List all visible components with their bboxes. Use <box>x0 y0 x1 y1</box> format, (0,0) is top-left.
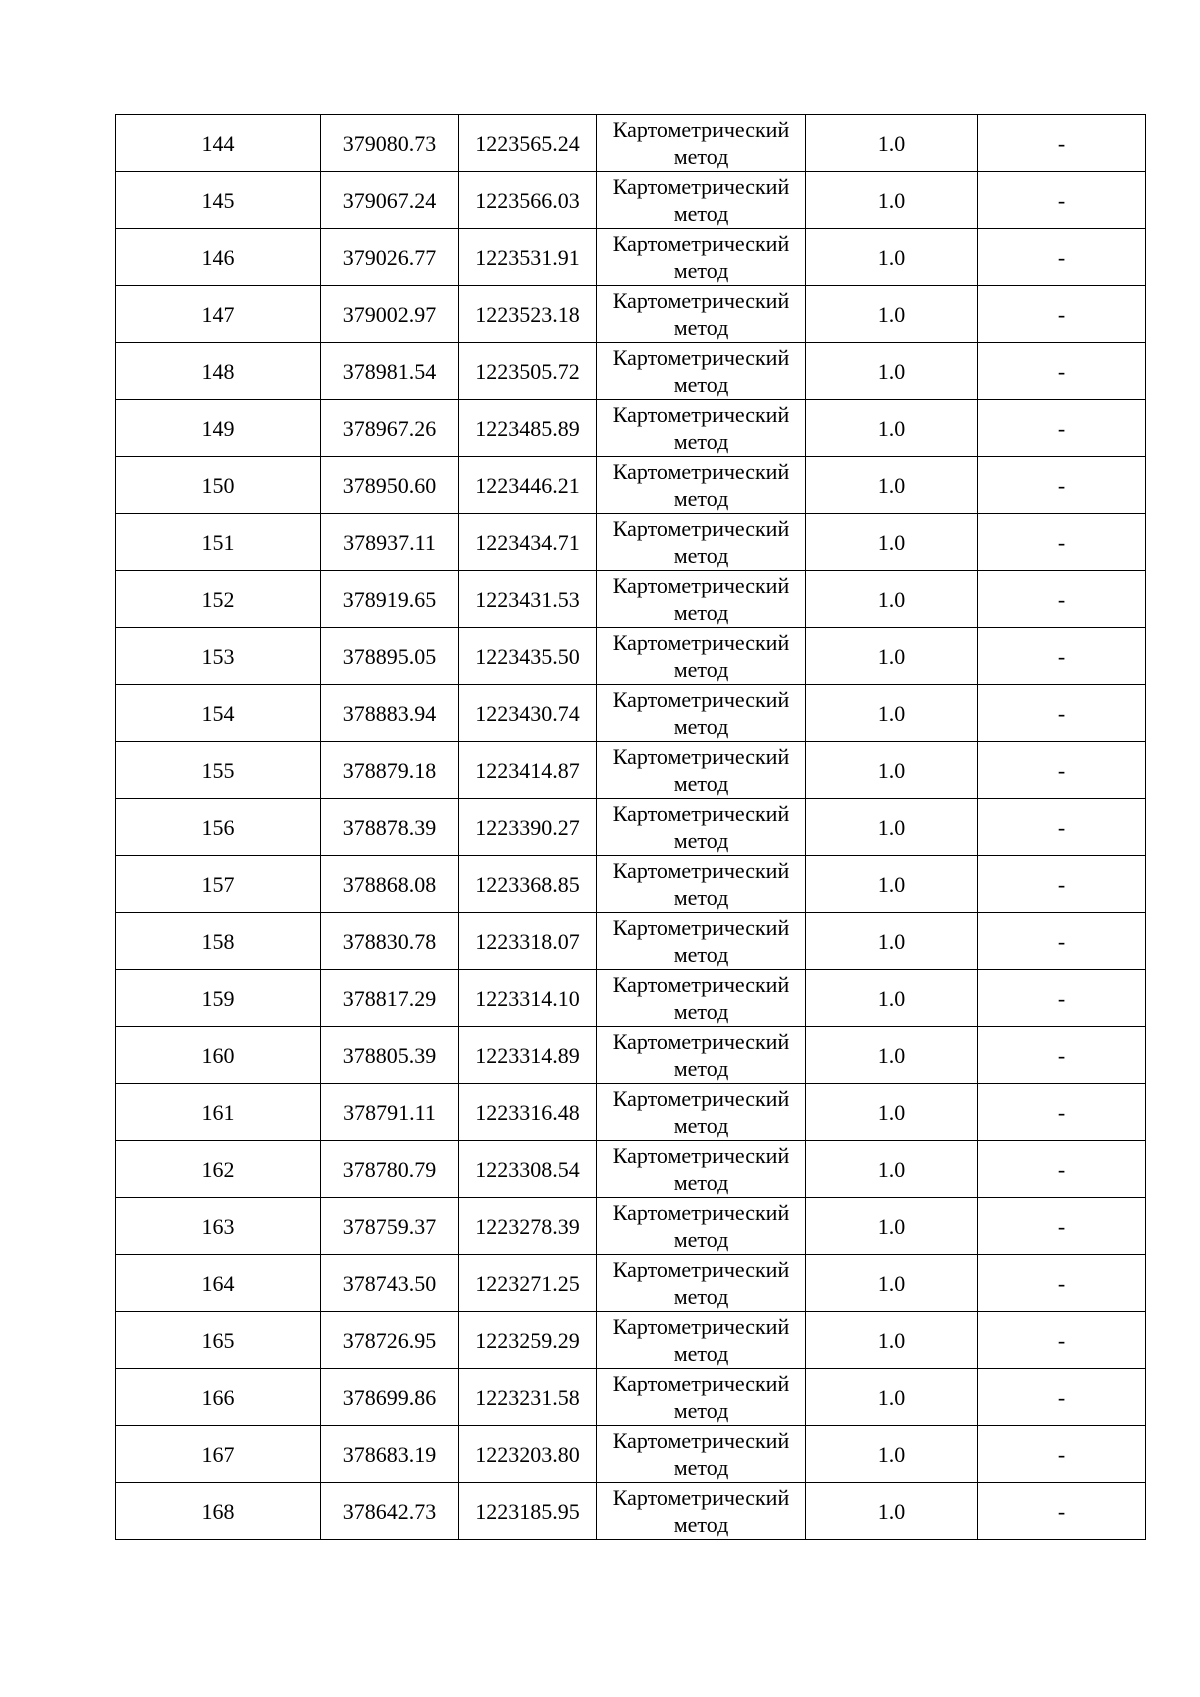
y-coordinate-cell: 1223203.80 <box>459 1426 597 1483</box>
x-coordinate-cell: 378868.08 <box>321 856 459 913</box>
accuracy-cell: 1.0 <box>806 514 978 571</box>
y-coordinate-cell: 1223314.89 <box>459 1027 597 1084</box>
description-cell: - <box>978 514 1146 571</box>
y-coordinate-cell: 1223431.53 <box>459 571 597 628</box>
method-cell <box>597 1084 806 1141</box>
y-coordinate-cell: 1223485.89 <box>459 400 597 457</box>
table-row <box>116 1084 1146 1141</box>
method-cell <box>597 913 806 970</box>
description-cell: - <box>978 115 1146 172</box>
description-cell: - <box>978 1027 1146 1084</box>
method-line-2: метод <box>673 885 729 910</box>
method-cell <box>597 1255 806 1312</box>
method-line-1: Картометрический <box>612 117 790 142</box>
point-number-cell: 155 <box>116 742 321 799</box>
accuracy-cell: 1.0 <box>806 115 978 172</box>
point-number-cell: 152 <box>116 571 321 628</box>
method-line-1: Картометрический <box>612 744 790 769</box>
y-coordinate-cell: 1223430.74 <box>459 685 597 742</box>
method-line-1: Картометрический <box>612 1029 790 1054</box>
table-row <box>116 514 1146 571</box>
point-number-cell: 162 <box>116 1141 321 1198</box>
point-number-cell: 160 <box>116 1027 321 1084</box>
description-cell: - <box>978 685 1146 742</box>
method-cell <box>597 742 806 799</box>
description-cell: - <box>978 799 1146 856</box>
method-line-2: метод <box>673 828 729 853</box>
description-cell: - <box>978 742 1146 799</box>
x-coordinate-cell: 378883.94 <box>321 685 459 742</box>
table-row <box>116 343 1146 400</box>
method-line-2: метод <box>673 201 729 226</box>
x-coordinate-cell: 378642.73 <box>321 1483 459 1540</box>
method-cell <box>597 172 806 229</box>
accuracy-cell: 1.0 <box>806 799 978 856</box>
point-number-cell: 146 <box>116 229 321 286</box>
x-coordinate-cell: 378950.60 <box>321 457 459 514</box>
x-coordinate-cell: 378780.79 <box>321 1141 459 1198</box>
x-coordinate-cell: 378791.11 <box>321 1084 459 1141</box>
method-line-2: метод <box>673 372 729 397</box>
x-coordinate-cell: 379080.73 <box>321 115 459 172</box>
description-cell: - <box>978 457 1146 514</box>
method-cell <box>597 799 806 856</box>
method-line-2: метод <box>673 315 729 340</box>
point-number-cell: 163 <box>116 1198 321 1255</box>
accuracy-cell: 1.0 <box>806 742 978 799</box>
point-number-cell: 153 <box>116 628 321 685</box>
table-row <box>116 1369 1146 1426</box>
description-cell: - <box>978 1141 1146 1198</box>
x-coordinate-cell: 378879.18 <box>321 742 459 799</box>
table-row <box>116 970 1146 1027</box>
point-number-cell: 158 <box>116 913 321 970</box>
x-coordinate-cell: 378895.05 <box>321 628 459 685</box>
point-number-cell: 161 <box>116 1084 321 1141</box>
x-coordinate-cell: 378699.86 <box>321 1369 459 1426</box>
description-cell: - <box>978 1198 1146 1255</box>
method-cell <box>597 514 806 571</box>
method-line-2: метод <box>673 429 729 454</box>
method-line-2: метод <box>673 486 729 511</box>
description-cell: - <box>978 1483 1146 1540</box>
accuracy-cell: 1.0 <box>806 1141 978 1198</box>
method-cell <box>597 1198 806 1255</box>
method-line-1: Картометрический <box>612 1485 790 1510</box>
y-coordinate-cell: 1223446.21 <box>459 457 597 514</box>
method-cell <box>597 571 806 628</box>
method-line-2: метод <box>673 1056 729 1081</box>
method-line-2: метод <box>673 1113 729 1138</box>
method-line-1: Картометрический <box>612 1428 790 1453</box>
accuracy-cell: 1.0 <box>806 1483 978 1540</box>
point-number-cell: 167 <box>116 1426 321 1483</box>
y-coordinate-cell: 1223565.24 <box>459 115 597 172</box>
description-cell: - <box>978 1084 1146 1141</box>
accuracy-cell: 1.0 <box>806 1312 978 1369</box>
accuracy-cell: 1.0 <box>806 1255 978 1312</box>
description-cell: - <box>978 970 1146 1027</box>
method-line-1: Картометрический <box>612 1200 790 1225</box>
method-line-1: Картометрический <box>612 174 790 199</box>
table-row <box>116 457 1146 514</box>
method-line-2: метод <box>673 1398 729 1423</box>
method-line-1: Картометрический <box>612 1314 790 1339</box>
description-cell: - <box>978 1312 1146 1369</box>
table-row <box>116 913 1146 970</box>
x-coordinate-cell: 378683.19 <box>321 1426 459 1483</box>
table-row <box>116 400 1146 457</box>
y-coordinate-cell: 1223259.29 <box>459 1312 597 1369</box>
description-cell: - <box>978 628 1146 685</box>
x-coordinate-cell: 378726.95 <box>321 1312 459 1369</box>
x-coordinate-cell: 378981.54 <box>321 343 459 400</box>
y-coordinate-cell: 1223278.39 <box>459 1198 597 1255</box>
point-number-cell: 157 <box>116 856 321 913</box>
description-cell: - <box>978 286 1146 343</box>
x-coordinate-cell: 379067.24 <box>321 172 459 229</box>
method-line-2: метод <box>673 1341 729 1366</box>
point-number-cell: 166 <box>116 1369 321 1426</box>
description-cell: - <box>978 1255 1146 1312</box>
method-cell <box>597 115 806 172</box>
accuracy-cell: 1.0 <box>806 457 978 514</box>
y-coordinate-cell: 1223435.50 <box>459 628 597 685</box>
method-line-2: метод <box>673 600 729 625</box>
method-cell <box>597 856 806 913</box>
description-cell: - <box>978 1369 1146 1426</box>
accuracy-cell: 1.0 <box>806 343 978 400</box>
x-coordinate-cell: 378817.29 <box>321 970 459 1027</box>
y-coordinate-cell: 1223523.18 <box>459 286 597 343</box>
table-row <box>116 1483 1146 1540</box>
description-cell: - <box>978 229 1146 286</box>
method-line-1: Картометрический <box>612 1257 790 1282</box>
point-number-cell: 147 <box>116 286 321 343</box>
y-coordinate-cell: 1223316.48 <box>459 1084 597 1141</box>
accuracy-cell: 1.0 <box>806 1084 978 1141</box>
accuracy-cell: 1.0 <box>806 913 978 970</box>
method-cell <box>597 1027 806 1084</box>
y-coordinate-cell: 1223314.10 <box>459 970 597 1027</box>
accuracy-cell: 1.0 <box>806 628 978 685</box>
method-line-1: Картометрический <box>612 1371 790 1396</box>
method-cell <box>597 1369 806 1426</box>
method-line-2: метод <box>673 771 729 796</box>
method-line-2: метод <box>673 714 729 739</box>
description-cell: - <box>978 913 1146 970</box>
accuracy-cell: 1.0 <box>806 400 978 457</box>
table-row <box>116 571 1146 628</box>
accuracy-cell: 1.0 <box>806 286 978 343</box>
method-line-1: Картометрический <box>612 1086 790 1111</box>
method-cell <box>597 685 806 742</box>
y-coordinate-cell: 1223308.54 <box>459 1141 597 1198</box>
point-number-cell: 145 <box>116 172 321 229</box>
method-line-2: метод <box>673 1227 729 1252</box>
description-cell: - <box>978 571 1146 628</box>
y-coordinate-cell: 1223318.07 <box>459 913 597 970</box>
coordinates-table <box>115 114 1146 1540</box>
method-line-1: Картометрический <box>612 402 790 427</box>
x-coordinate-cell: 378759.37 <box>321 1198 459 1255</box>
accuracy-cell: 1.0 <box>806 1369 978 1426</box>
accuracy-cell: 1.0 <box>806 172 978 229</box>
x-coordinate-cell: 378878.39 <box>321 799 459 856</box>
method-line-1: Картометрический <box>612 288 790 313</box>
x-coordinate-cell: 378967.26 <box>321 400 459 457</box>
method-line-2: метод <box>673 1284 729 1309</box>
y-coordinate-cell: 1223185.95 <box>459 1483 597 1540</box>
method-line-2: метод <box>673 942 729 967</box>
method-cell <box>597 457 806 514</box>
point-number-cell: 165 <box>116 1312 321 1369</box>
method-cell <box>597 1483 806 1540</box>
method-line-2: метод <box>673 1512 729 1537</box>
point-number-cell: 168 <box>116 1483 321 1540</box>
method-line-1: Картометрический <box>612 687 790 712</box>
method-line-1: Картометрический <box>612 345 790 370</box>
point-number-cell: 159 <box>116 970 321 1027</box>
accuracy-cell: 1.0 <box>806 856 978 913</box>
y-coordinate-cell: 1223434.71 <box>459 514 597 571</box>
table-row <box>116 1255 1146 1312</box>
x-coordinate-cell: 379002.97 <box>321 286 459 343</box>
method-line-2: метод <box>673 657 729 682</box>
table-row <box>116 742 1146 799</box>
point-number-cell: 151 <box>116 514 321 571</box>
y-coordinate-cell: 1223531.91 <box>459 229 597 286</box>
accuracy-cell: 1.0 <box>806 1198 978 1255</box>
x-coordinate-cell: 378919.65 <box>321 571 459 628</box>
method-cell <box>597 1141 806 1198</box>
table-row <box>116 799 1146 856</box>
point-number-cell: 144 <box>116 115 321 172</box>
table-row <box>116 628 1146 685</box>
point-number-cell: 156 <box>116 799 321 856</box>
method-cell <box>597 970 806 1027</box>
method-line-2: метод <box>673 1170 729 1195</box>
description-cell: - <box>978 343 1146 400</box>
point-number-cell: 149 <box>116 400 321 457</box>
method-cell <box>597 343 806 400</box>
table-row <box>116 1198 1146 1255</box>
method-line-1: Картометрический <box>612 858 790 883</box>
description-cell: - <box>978 400 1146 457</box>
method-line-2: метод <box>673 999 729 1024</box>
y-coordinate-cell: 1223566.03 <box>459 172 597 229</box>
x-coordinate-cell: 379026.77 <box>321 229 459 286</box>
y-coordinate-cell: 1223368.85 <box>459 856 597 913</box>
table-row <box>116 685 1146 742</box>
description-cell: - <box>978 1426 1146 1483</box>
method-cell <box>597 286 806 343</box>
method-cell <box>597 1312 806 1369</box>
method-line-1: Картометрический <box>612 1143 790 1168</box>
method-line-2: метод <box>673 144 729 169</box>
coordinates-table-body <box>116 115 1146 1540</box>
accuracy-cell: 1.0 <box>806 685 978 742</box>
method-cell <box>597 628 806 685</box>
y-coordinate-cell: 1223505.72 <box>459 343 597 400</box>
method-cell <box>597 1426 806 1483</box>
y-coordinate-cell: 1223271.25 <box>459 1255 597 1312</box>
method-line-1: Картометрический <box>612 573 790 598</box>
accuracy-cell: 1.0 <box>806 970 978 1027</box>
method-line-1: Картометрический <box>612 516 790 541</box>
method-line-1: Картометрический <box>612 630 790 655</box>
accuracy-cell: 1.0 <box>806 1426 978 1483</box>
point-number-cell: 150 <box>116 457 321 514</box>
method-cell <box>597 229 806 286</box>
table-row <box>116 1027 1146 1084</box>
x-coordinate-cell: 378805.39 <box>321 1027 459 1084</box>
accuracy-cell: 1.0 <box>806 1027 978 1084</box>
method-line-1: Картометрический <box>612 459 790 484</box>
description-cell: - <box>978 856 1146 913</box>
method-line-2: метод <box>673 1455 729 1480</box>
accuracy-cell: 1.0 <box>806 571 978 628</box>
table-row <box>116 1312 1146 1369</box>
table-row <box>116 115 1146 172</box>
accuracy-cell: 1.0 <box>806 229 978 286</box>
table-row <box>116 172 1146 229</box>
method-line-2: метод <box>673 258 729 283</box>
y-coordinate-cell: 1223231.58 <box>459 1369 597 1426</box>
method-line-2: метод <box>673 543 729 568</box>
x-coordinate-cell: 378743.50 <box>321 1255 459 1312</box>
method-line-1: Картометрический <box>612 801 790 826</box>
point-number-cell: 148 <box>116 343 321 400</box>
table-row <box>116 1426 1146 1483</box>
point-number-cell: 154 <box>116 685 321 742</box>
y-coordinate-cell: 1223414.87 <box>459 742 597 799</box>
y-coordinate-cell: 1223390.27 <box>459 799 597 856</box>
method-line-1: Картометрический <box>612 915 790 940</box>
table-row <box>116 1141 1146 1198</box>
x-coordinate-cell: 378937.11 <box>321 514 459 571</box>
description-cell: - <box>978 172 1146 229</box>
method-line-1: Картометрический <box>612 231 790 256</box>
method-cell <box>597 400 806 457</box>
point-number-cell: 164 <box>116 1255 321 1312</box>
x-coordinate-cell: 378830.78 <box>321 913 459 970</box>
method-line-1: Картометрический <box>612 972 790 997</box>
table-row <box>116 229 1146 286</box>
table-row <box>116 856 1146 913</box>
table-row <box>116 286 1146 343</box>
